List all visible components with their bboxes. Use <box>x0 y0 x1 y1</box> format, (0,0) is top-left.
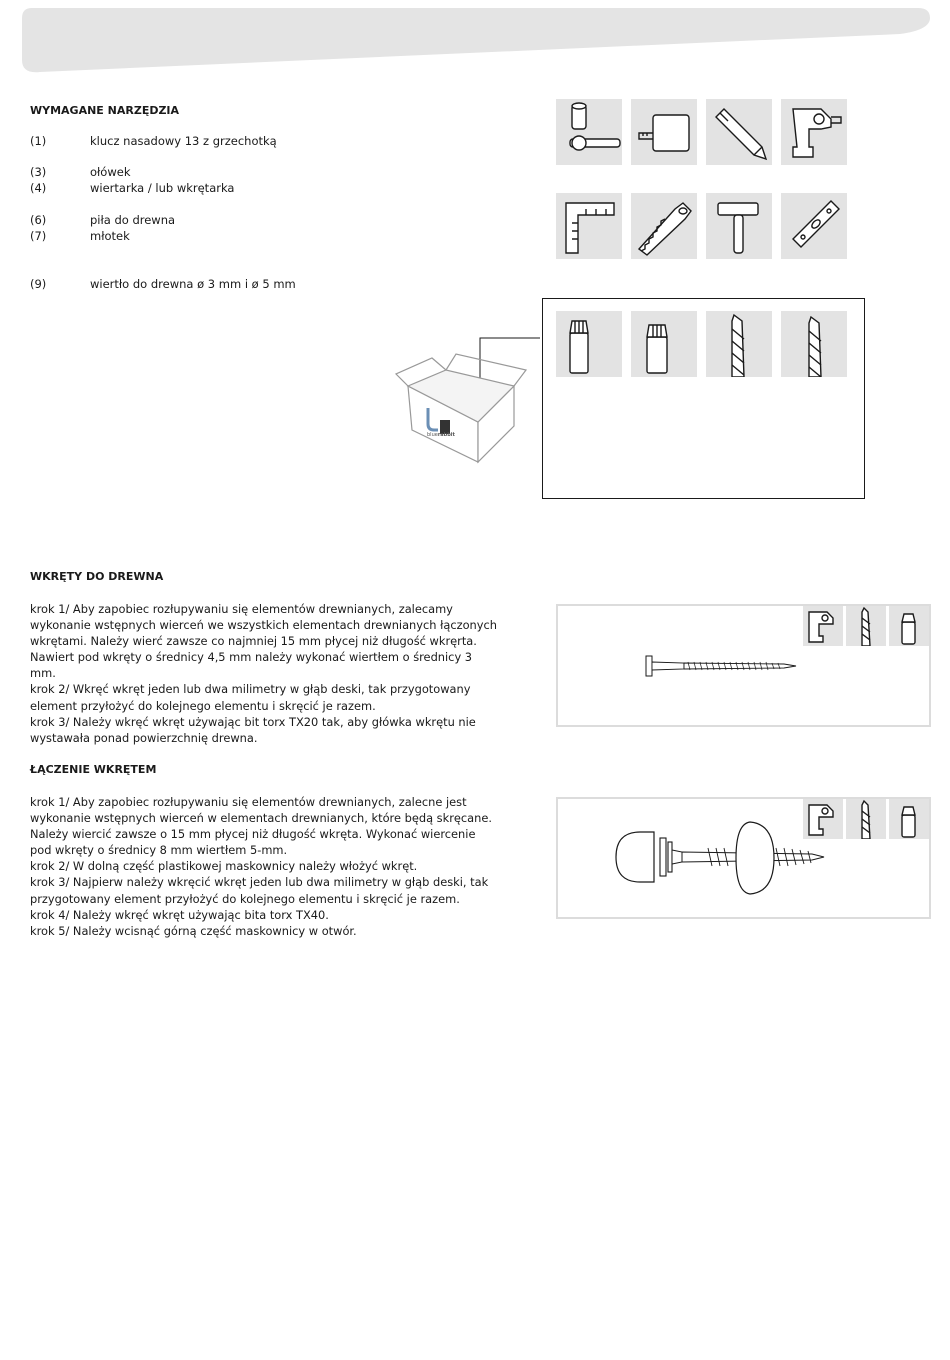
text-line: mm. <box>30 666 56 681</box>
cardboard-box-icon <box>390 330 550 470</box>
tool-label: wiertło do drewna ø 3 mm i ø 5 mm <box>90 277 296 291</box>
text-line: krok 3/ Najpierw należy wkręcić wkręt jeden lub dwa milimetry w głąb deski, tak <box>30 875 489 890</box>
tool-number: (1) <box>30 134 47 148</box>
tool-label: młotek <box>90 229 130 243</box>
box-logo-line1: blue <box>427 432 438 438</box>
text-line: krok 2/ Wkręć wkręt jeden lub dwa milimetry w głąb deski, tak przygotowany <box>30 682 471 697</box>
text-line: krok 5/ Należy wcisnąć górną część maskownicy w otwór. <box>30 923 357 938</box>
text-line: krok 1/ Aby zapobiec rozłupywaniu się elementów drewnianych, zalecamy <box>30 602 453 616</box>
text-line: element przyłożyć do kolejnego elementu i skręcić je razem. <box>30 698 376 713</box>
tool-label: wiertarka / lub wkrętarka <box>90 181 235 195</box>
text-line: krok 4/ Należy wkręć wkręt używając bita torx TX40. <box>30 907 329 922</box>
text-line: krok 1/ Aby zapobiec rozłupywaniu się elementów drewnianych, zalecne jest <box>30 795 467 809</box>
header-banner <box>0 0 950 80</box>
hammer-icon <box>706 193 772 259</box>
drill-bit-icon <box>706 311 772 377</box>
spirit-level-icon <box>781 193 847 259</box>
box-logo-line2: rabbit <box>437 432 455 438</box>
drill-bit-icon <box>846 799 886 839</box>
text-line: Należy wiercić zawsze o 15 mm płycej niż długość wkręta. Wykonać wiercenie <box>30 827 476 842</box>
torx-bit-icon <box>631 311 697 377</box>
wood-screw-illustration <box>644 654 799 678</box>
drill-bit-icon <box>846 606 886 646</box>
tool-label: klucz nasadowy 13 z grzechotką <box>90 134 277 148</box>
torx-bit-icon <box>889 606 929 646</box>
text-line: wykonanie wstępnych wierceń w elementach drewnianych, które będą skręcane. <box>30 811 492 826</box>
text-line: krok 3/ Należy wkręć wkręt używając bit torx TX20 tak, aby główka wkrętu nie <box>30 714 476 729</box>
tool-number: (9) <box>30 277 47 291</box>
drill-bit-icon <box>781 311 847 377</box>
text-line: krok 2/ W dolną część plastikowej maskownicy należy włożyć wkręt. <box>30 859 418 874</box>
text-line: wkrętami. Należy wierć zawsze co najmniej 15 mm płycej niż długość wkręrta. <box>30 634 477 649</box>
text-line: pod wkręty o średnicy 8 mm wiertłem 5-mm. <box>30 843 288 858</box>
tool-number: (3) <box>30 165 47 179</box>
screw-joining-text <box>30 794 490 939</box>
tool-number: (7) <box>30 229 47 243</box>
torx-bit-icon <box>556 311 622 377</box>
drill-icon <box>803 606 843 646</box>
screw-joining-heading: ŁĄCZENIE WKRĘTEM <box>30 763 157 776</box>
tools-heading: WYMAGANE NARZĘDZIA <box>30 104 180 117</box>
tool-label: piła do drewna <box>90 213 176 227</box>
pencil-icon <box>706 99 772 165</box>
wood-screws-heading: WKRĘTY DO DREWNA <box>30 570 164 583</box>
socket-wrench-icon <box>556 99 622 165</box>
square-ruler-icon <box>556 193 622 259</box>
saw-icon <box>631 193 697 259</box>
text-line: przygotowany element przyłożyć do kolejnego elementu i skręcić je razem. <box>30 891 460 906</box>
torx-bit-icon <box>889 799 929 839</box>
text-line: wykonanie wstępnych wierceń we wszystkich elementach drewnianych łączonych <box>30 618 497 633</box>
cap-screw-illustration <box>612 818 827 898</box>
text-line: Nawiert pod wkręty o średnicy 4,5 mm należy wykonać wiertłem o średnicy 3 <box>30 650 473 665</box>
text-line: wystawała ponad powierzchnię drewna. <box>30 730 258 745</box>
drill-icon <box>781 99 847 165</box>
tape-measure-icon <box>631 99 697 165</box>
wood-screws-text <box>30 601 497 746</box>
tool-number: (6) <box>30 213 47 227</box>
tool-number: (4) <box>30 181 47 195</box>
box-logo <box>427 432 455 438</box>
tool-label: ołówek <box>90 165 131 179</box>
